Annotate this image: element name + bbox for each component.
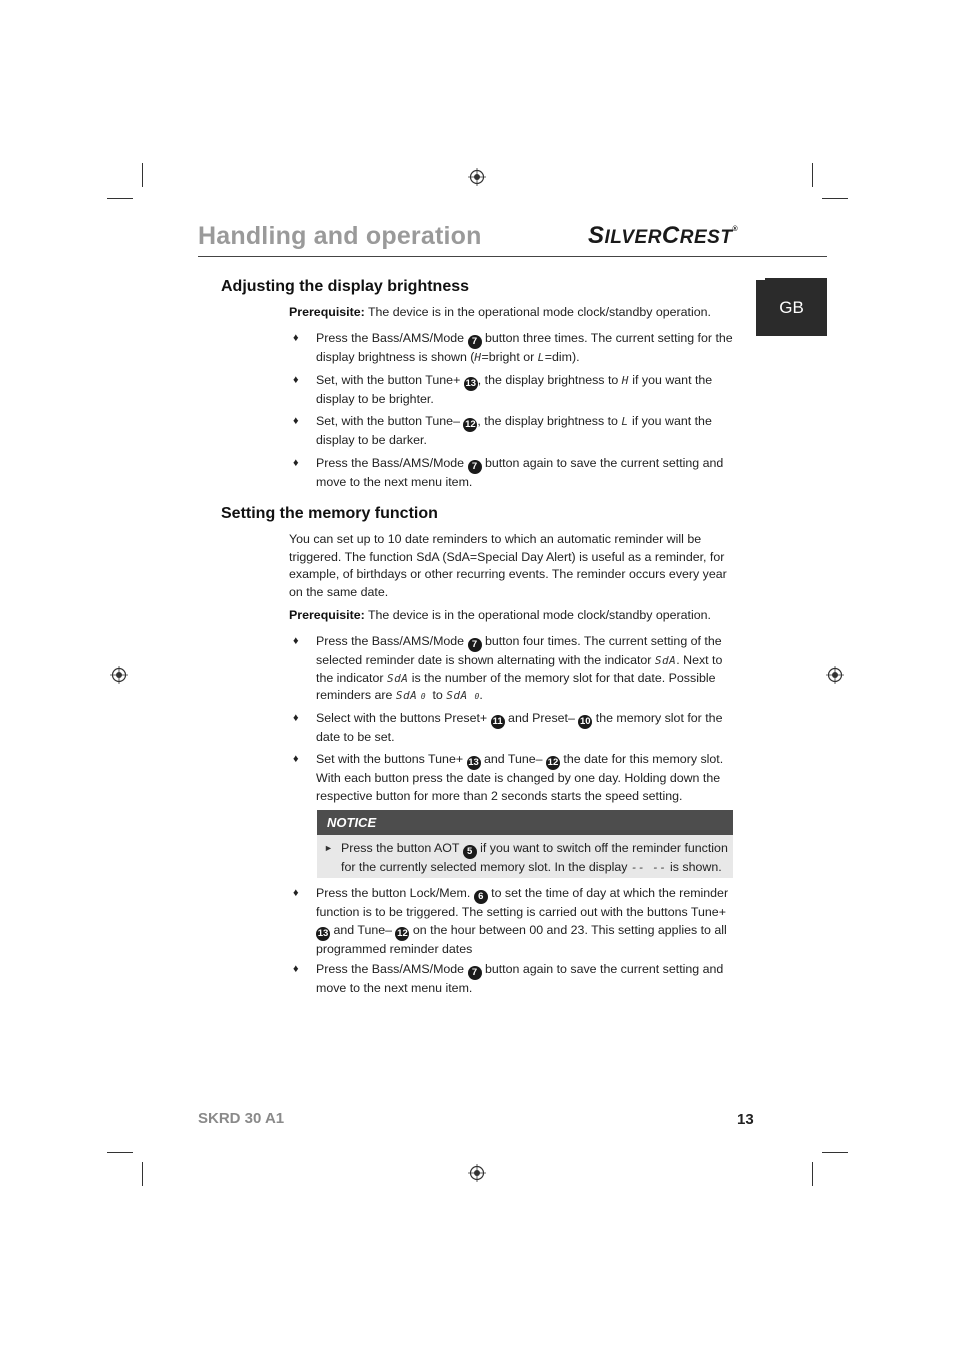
button-number-badge: 7 [468,638,482,652]
button-number-badge: 12 [465,419,476,430]
page-number: 13 [737,1111,754,1128]
button-number-badge: 12 [397,927,408,939]
button-number-badge: 7 [468,460,482,474]
button-number-badge: 10 [580,716,591,727]
diamond-bullet-icon: ♦ [293,635,299,647]
diamond-bullet-icon: ♦ [293,457,299,469]
button-number-badge: 12 [547,757,559,768]
diamond-bullet-icon: ♦ [293,415,299,427]
brand-logo: SILVERCREST® [588,222,739,249]
button-number-badge: 11 [492,716,503,727]
section-heading-brightness: Adjusting the display brightness [221,278,470,295]
language-tab: GB [756,280,827,336]
diamond-bullet-icon: ♦ [293,332,299,344]
prerequisite: Prerequisite: The device is in the operational mode clock/standby operation. [289,608,711,622]
registration-mark-icon [468,168,486,186]
crop-mark [142,1162,143,1186]
crop-mark [812,1162,813,1186]
crop-mark [812,163,813,187]
button-number-badge: 13 [317,927,329,939]
page-title: Handling and operation [198,222,482,250]
registration-mark-icon [468,1164,486,1182]
button-number-badge: 13 [465,378,477,389]
section-heading-memory: Setting the memory function [221,505,438,522]
diamond-bullet-icon: ♦ [293,712,299,724]
button-number-badge: 7 [468,335,482,349]
crop-mark [142,163,143,187]
crop-mark [107,198,133,199]
prerequisite: Prerequisite: The device is in the operational mode clock/standby operation. [289,305,711,319]
diamond-bullet-icon: ♦ [293,753,299,765]
header-divider [198,256,827,257]
button-number-badge: 7 [468,966,482,980]
notice-body: ► Press the button AOT 5 if you want to switch off the reminder function for the currently selected memory slot. In the display -- -- is shown. [317,835,733,878]
button-number-badge: 13 [468,757,479,768]
registration-mark-icon [110,666,128,684]
button-number-badge: 5 [463,845,477,859]
registration-mark-icon [826,666,844,684]
triangle-right-icon: ► [324,843,333,853]
diamond-bullet-icon: ♦ [293,963,299,975]
crop-mark [107,1152,133,1153]
intro-paragraph: You can set up to 10 date reminders to which an automatic reminder will be triggered. The function SdA (SdA=Special Day Alert) is useful as a reminder, for example, of birthdays or other recurring events. The reminder occurs every year on the same date. [289,532,727,599]
notice-header: NOTICE [317,810,733,835]
button-number-badge: 6 [474,890,488,904]
crop-mark [822,198,848,199]
diamond-bullet-icon: ♦ [293,374,299,386]
crop-mark [822,1152,848,1153]
diamond-bullet-icon: ♦ [293,887,299,899]
footer-model-number: SKRD 30 A1 [198,1110,285,1127]
